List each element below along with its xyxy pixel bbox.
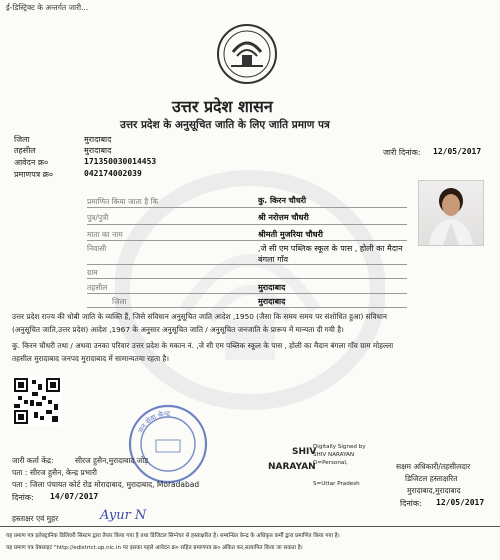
up-emblem-icon [215, 22, 279, 86]
page-title: उत्तर प्रदेश शासन [172, 97, 273, 116]
certify-label: प्रमाणित किया जाता है कि [87, 197, 159, 206]
signature-label: हस्ताक्षर एवं मुहर [12, 514, 59, 523]
issue-date: 12/05/2017 [433, 147, 482, 156]
kendra-value: सीरज हुसैन,मुरादाबाद जोड़ [75, 456, 149, 465]
issuer-address-label: पता : [12, 480, 28, 489]
issuer-address-value: जिला पंचायत कोर्ट रोड मोरादाबाद, मुरादाबाद, Moradabad [30, 480, 200, 489]
authority-date-value: 12/05/2017 [436, 498, 485, 507]
page-subtitle: उत्तर प्रदेश के अनुसूचित जाति के लिए जाति प्रमाण पत्र [120, 119, 330, 131]
digital-signer-name-line1: SHIV [292, 447, 317, 457]
footer-line-1: यह प्रमाण पत्र इलेक्ट्रानिक डिलिवरी सिस्टम द्वारा तैयार किया गया है तथा डिजिटल सिग्नेचर से हस्ताक्षरित है। सम्बन्धित केन्द्र के अधिकृत कर्मी द्वारा प्रमाणित किया गया है। [6, 533, 340, 539]
district-label: जिला [14, 135, 30, 144]
tehsil-value: मुरादाबाद [84, 146, 112, 155]
issuer-name-value: सीरज हुसैन, केन्द्र प्रभारी [30, 468, 97, 477]
village-label: ग्राम [87, 268, 98, 277]
issue-date-label: जारी दिनांक: [383, 148, 421, 157]
tehsil-label: तहसील [14, 146, 36, 155]
kendra-label: जारी कर्ता केंद्र: [12, 456, 54, 465]
authority-line2: डिजिटल हस्ताक्षरित [405, 474, 458, 483]
qr-code-icon [12, 376, 62, 426]
person-name: कु. किरन चौधरी [258, 196, 307, 205]
certificate-paragraph-line-1: उत्तर प्रदेश राज्य की धोबी जाति के व्यक्ति हैं, जिसे संविधान अनुसूचित जाति आदेश ,1950 (जैसा कि समय समय पर संशोधित हुआ) संविधान [12, 312, 387, 321]
issuer-date-label: दिनांक: [12, 493, 34, 502]
resident-label: निवासी [87, 244, 107, 253]
father-name: श्री नरोत्तम चौधरी [258, 213, 309, 222]
certificate-number: 042174002039 [84, 169, 142, 178]
svg-text:जन सेवा केन्द्र [136, 409, 170, 434]
digital-sign-details-3: O=Personal, [313, 460, 348, 466]
issuer-date-value: 14/07/2017 [50, 492, 99, 501]
seal-stamp-icon [126, 402, 210, 486]
authority-line3: मुरादाबाद,मुरादाबाद [407, 486, 461, 495]
son-label: पुत्र/पुत्री [87, 213, 109, 222]
digital-signer-name-line2: NARAYAN [268, 462, 316, 472]
district-value: मुरादाबाद [84, 135, 112, 144]
authority-title: सक्षम अधिकारी/तहसीलदार [396, 462, 471, 471]
certificate-paragraph-line-2: (अनुसूचित जाति,उत्तर प्रदेश) आदेश ,1967 के अनुसार अनुसूचित जाति / अनुसूचित जनजाति के प्रारूप में मान्यता दी गयी है। [12, 325, 344, 334]
district-row-value: मुरादाबाद [258, 297, 286, 306]
certificate-label: प्रमाणपत्र क्र० [14, 170, 53, 179]
applicant-photo [418, 180, 484, 246]
application-label: आवेदन क्र० [14, 158, 49, 167]
tehsil-row-label: तहसील [87, 283, 108, 292]
certificate-paragraph-line-3: कु. किरन चौधरी तथा / अथवा उनका परिवार उत्तर प्रदेश के मकान नं. ,जे सी एम पब्लिक स्कूल के पास , होली का मैदान बंगला गाँव ग्राम मोहल्ला [12, 341, 394, 350]
district-row-label: जिला [112, 297, 127, 306]
digital-sign-details-4: S=Uttar Pradesh [313, 481, 360, 487]
address-text: ,जे सी एम पब्लिक स्कूल के पास , होली का मैदान बंगला गाँव [258, 244, 403, 264]
tehsil-row-value: मुरादाबाद [258, 283, 286, 292]
mother-label: माता का नाम [87, 230, 123, 239]
digital-sign-details-2: SHIV NARAYAN [313, 452, 355, 458]
footer-line-2: यह प्रमाण पत्र वेबसाइट "http://edistrict.up.nic.in पर इसका पहले आवेदन क्र० सहित प्रमाणपत्र क्र० अंकित कर,सत्यापित किया जा सकता है। [6, 545, 303, 551]
stamp-text: जन सेवा केन्द्र [136, 409, 170, 435]
handwritten-signature: Ayur N [100, 508, 147, 523]
issuer-name-label: पता : [12, 468, 28, 477]
header-note: ई-डिस्ट्रिक्ट के अन्तर्गत जारी... [6, 3, 89, 12]
certificate-paragraph-line-4: तहसील मुरादाबाद जनपद मुरादाबाद में सामान्यतया रहता है। [12, 354, 170, 363]
mother-name: श्रीमती मुजरिया चौधरी [258, 230, 323, 239]
application-number: 171350030014453 [84, 157, 157, 166]
digital-sign-details-1: Digitally Signed by [313, 444, 366, 450]
authority-date-label: दिनांक: [400, 499, 422, 508]
